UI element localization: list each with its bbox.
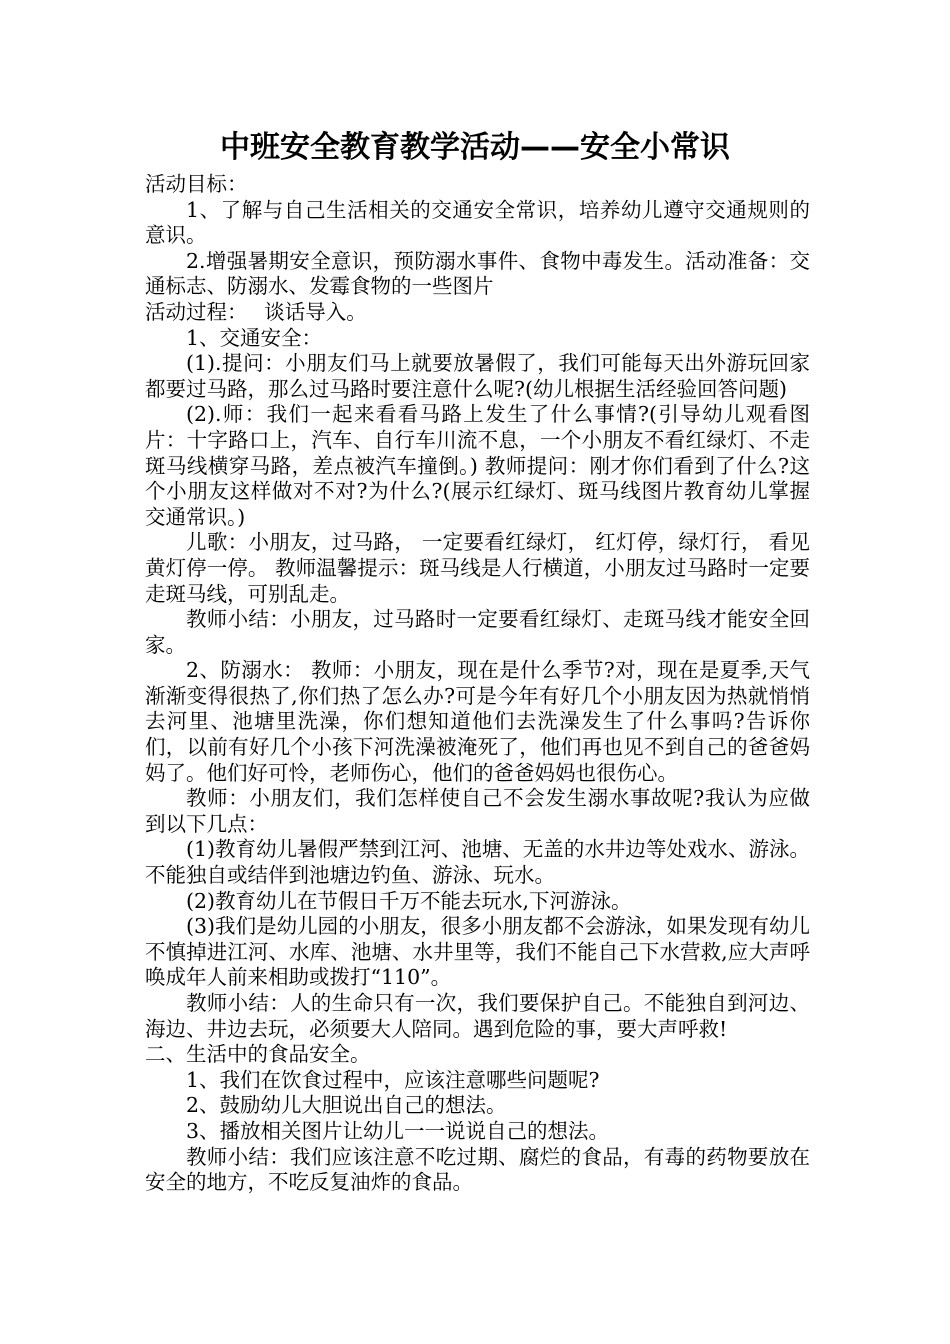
paragraph: (3)我们是幼儿园的小朋友，很多小朋友都不会游泳，如果发现有幼儿不慎掉进江河、水库、池塘、水井里等，我们不能自己下水营救,应大声呼唤成年人前来相助或拨打“110”。 <box>145 914 810 990</box>
paragraph: 儿歌：小朋友，过马路， 一定要看红绿灯， 红灯停，绿灯行， 看见黄灯停一停。 教师温馨提示：斑马线是人行横道，小朋友过马路时一定要走斑马线，可别乱走。 <box>145 530 810 606</box>
paragraph: 教师小结：人的生命只有一次，我们要保护自己。不能独自到河边、海边、井边去玩，必须要大人陪同。遇到危险的事，要大声呼救! <box>145 991 810 1041</box>
paragraph: (1).提问：小朋友们马上就要放暑假了，我们可能每天出外游玩回家都要过马路，那么过马路时要注意什么呢?(幼儿根据生活经验回答问题) <box>145 351 810 401</box>
paragraph: 教师小结：小朋友，过马路时一定要看红绿灯、走斑马线才能安全回家。 <box>145 607 810 657</box>
paragraph: 2、鼓励幼儿大胆说出自己的想法。 <box>186 1093 507 1118</box>
document-title: 中班安全教育教学活动——安全小常识 <box>220 130 730 165</box>
paragraph: 教师小结：我们应该注意不吃过期、腐烂的食品，有毒的药物要放在安全的地方，不吃反复油炸的食品。 <box>145 1144 810 1195</box>
paragraph: 1、我们在饮食过程中，应该注意哪些问题呢? <box>186 1067 600 1092</box>
paragraph: 3、播放相关图片让幼儿一一说说自己的想法。 <box>186 1118 610 1143</box>
paragraph: 1、了解与自己生活相关的交通安全常识，培养幼儿遵守交通规则的意识。 <box>145 197 810 248</box>
paragraph: 2.增强暑期安全意识，预防溺水事件、食物中毒发生。活动准备：交通标志、防溺水、发霉食物的一些图片 <box>145 248 810 299</box>
paragraph: 二、生活中的食品安全。 <box>145 1042 371 1067</box>
paragraph: 2、防溺水： 教师：小朋友，现在是什么季节?对，现在是夏季,天气渐渐变得很热了,你们热了怎么办?可是今年有好几个小朋友因为热就悄悄去河里、池塘里洗澡，你们想知道他们去洗澡发生了什么事吗?告诉你们，以前有好几个小孩下河洗澡被淹死了，他们再也见不到自己的爸爸妈妈了。他们好可怜，老师伤心，他们的爸爸妈妈也很伤心。 <box>145 658 810 785</box>
paragraph: 教师：小朋友们，我们怎样使自己不会发生溺水事故呢?我认为应做到以下几点： <box>145 786 810 836</box>
document-body <box>145 172 810 1196</box>
paragraph: (1)教育幼儿暑假严禁到江河、池塘、无盖的水井边等处戏水、游泳。不能独自或结伴到池塘边钓鱼、游泳、玩水。 <box>145 837 810 888</box>
paragraph: (2)教育幼儿在节假日千万不能去玩水,下河游泳。 <box>186 888 632 913</box>
paragraph: (2).师：我们一起来看看马路上发生了什么事情?(引导幼儿观看图片：十字路口上，汽车、自行车川流不息，一个小朋友不看红绿灯、不走斑马线横穿马路，差点被汽车撞倒。) 教师提问：刚才你们看到了什么?这个小朋友这样做对不对?为什么?(展示红绿灯、斑马线图片教育幼儿掌握交通常识。) <box>145 402 810 529</box>
paragraph: 1、交通安全： <box>186 325 323 350</box>
paragraph: 活动目标： <box>145 172 248 196</box>
paragraph: 活动过程： 谈话导入。 <box>145 299 367 324</box>
